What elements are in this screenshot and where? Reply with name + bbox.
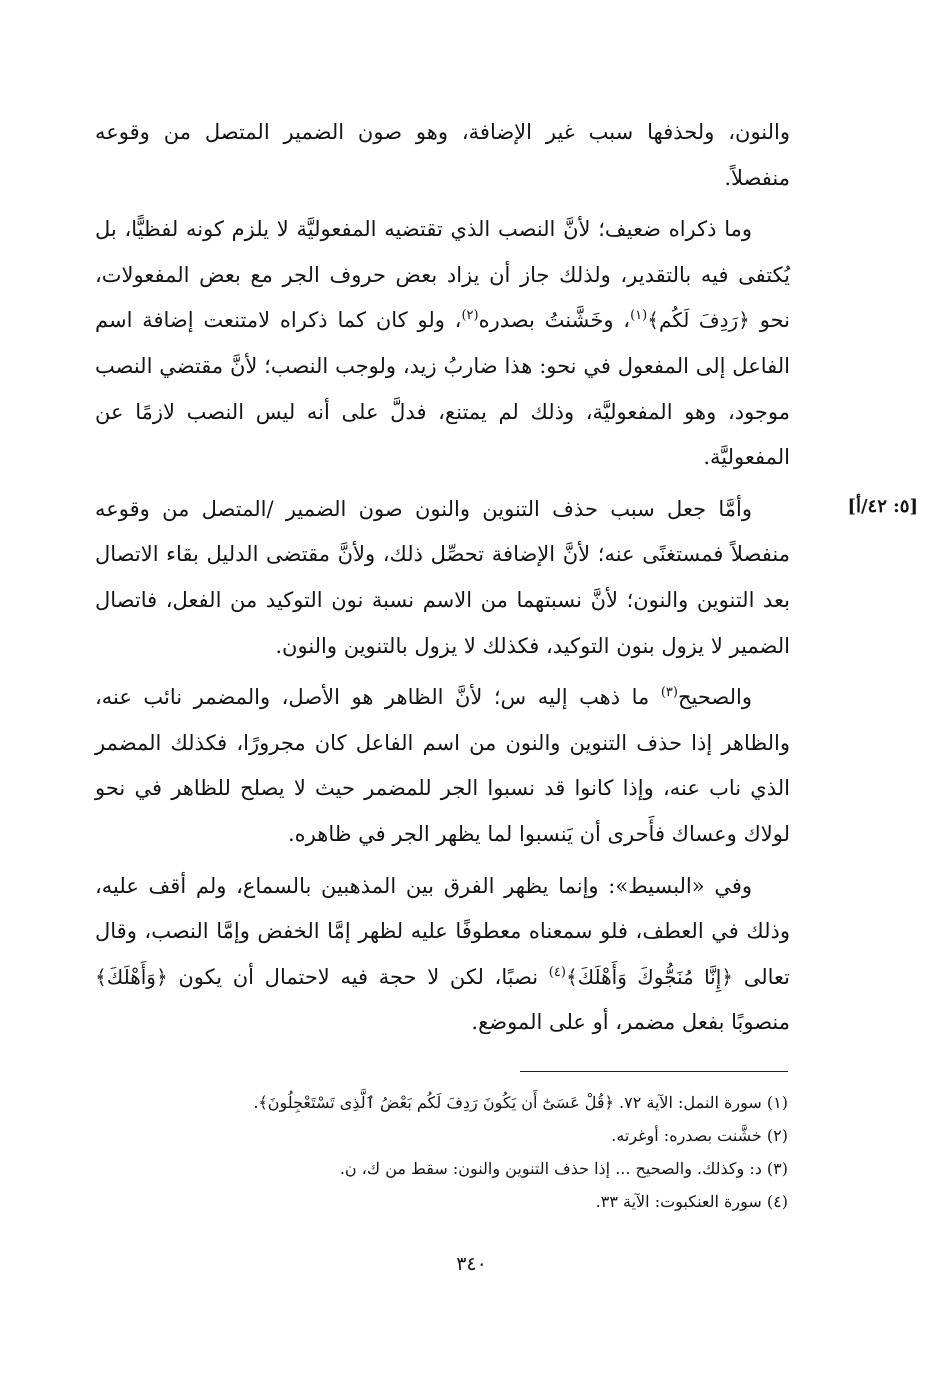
quran-quote: ﴿رَدِفَ لَكُم﴾ <box>647 308 750 333</box>
footnote-reference: (٣) <box>660 685 678 701</box>
paragraph-5 <box>95 864 790 1046</box>
paragraph-4 <box>95 675 790 857</box>
text-segment: ، وخَشَّنتُ بصدره <box>478 308 631 333</box>
manuscript-folio-reference: [٥: ٤٢/أ] <box>847 496 918 517</box>
footnote-divider <box>520 1071 788 1072</box>
footnote-reference: (٢) <box>461 308 479 324</box>
text-segment: نصبًا، لكن لا حجة فيه لاحتمال أن يكون <box>167 964 549 989</box>
quran-quote: ﴿إِنَّا مُنَجُّوكَ وَأَهْلَكَ﴾ <box>565 964 734 989</box>
main-text <box>95 110 790 1052</box>
text-segment: وفي «البسيط»: وإنما يظهر الفرق بين المذهبين بالسماع، ولم أقف عليه، وذلك في العطف، فلو سمعناه معطوفًا عليه لظهر إمَّا الخفض وإمَّا النصب، وقال تعالى <box>95 873 790 989</box>
text-segment: منصوبًا بفعل مضمر، أو على الموضع. <box>471 1010 790 1035</box>
text-segment: ، ولو كان كما ذكراه لامتنعت إضافة اسم الفاعل إلى المفعول في نحو: هذا ضاربُ زيد، ولوجب النصب؛ لأنَّ مقتضي النصب موجود، وهو المفعوليَّة، وذلك لم يمتنع، فدلَّ على أنه ليس النصب لازمًا عن المفعوليَّة. <box>95 308 790 470</box>
footnote-1: (١) سورة النمل: الآية ٧٢. ﴿قُلْ عَسَىٰٓ أَن يَكُونَ رَدِفَ لَكُم بَعْضُ ٱلَّذِى تَسْتَعْجِلُونَ﴾. <box>253 1093 788 1112</box>
footnote-2: (٢) خشَّنت بصدره: أوغرته. <box>611 1126 788 1145</box>
paragraph-2 <box>95 207 790 481</box>
text-segment: وما ذكراه ضعيف؛ لأنَّ النصب الذي تقتضيه المفعوليَّة لا يلزم كونه لفظيًّا، بل يُكتفى فيه بالتقدير، ولذلك جاز أن يزاد بعض حروف الجر مع بعض المفعولات، نحو <box>95 217 790 333</box>
footnote-3: (٣) د: وكذلك. والصحيح ... إذا حذف التنوين والنون: سقط من ك، ن. <box>339 1159 788 1178</box>
footnotes <box>200 1086 788 1218</box>
text-segment: وأمَّا جعل سبب حذف التنوين والنون صون الضمير /المتصل من وقوعه منفصلاً فمستغنًى عنه؛ لأنَّ الإضافة تحصِّل ذلك، ولأنَّ مقتضى الدليل بقاء الاتصال بعد التنوين والنون؛ لأنَّ نسبتهما من الاسم نسبة نون التوكيد من الفعل، فاتصال الضمير لا يزول بنون التوكيد، فكذلك لا يزول بالتنوين والنون. <box>95 496 790 658</box>
text-segment: والصحيح <box>677 685 752 710</box>
paragraph-3 <box>95 487 790 669</box>
quran-quote: ﴿وَأَهْلَكَ﴾ <box>95 964 168 989</box>
footnote-reference: (١) <box>630 308 648 324</box>
page-number: ٣٤٠ <box>456 1253 487 1275</box>
text-segment: والنون، ولحذفها سبب غير الإضافة، وهو صون الضمير المتصل من وقوعه منفصلاً. <box>95 120 790 190</box>
text-segment: ما ذهب إليه س؛ لأنَّ الظاهر هو الأصل، والمضمر نائب عنه، والظاهر إذا حذف التنوين والنون من اسم الفاعل كان مجرورًا، فكذلك المضمر الذي ناب عنه، وإذا كانوا قد نسبوا الجر للمضمر حيث لا يصلح للظاهر في نحو لولاك وعساك فأَحرى أن يَنسبوا لما يظهر الجر في ظاهره. <box>95 685 790 846</box>
footnote-reference: (٤) <box>548 964 566 980</box>
paragraph-1 <box>95 110 790 201</box>
footnote-4: (٤) سورة العنكبوت: الآية ٣٣. <box>595 1192 788 1211</box>
